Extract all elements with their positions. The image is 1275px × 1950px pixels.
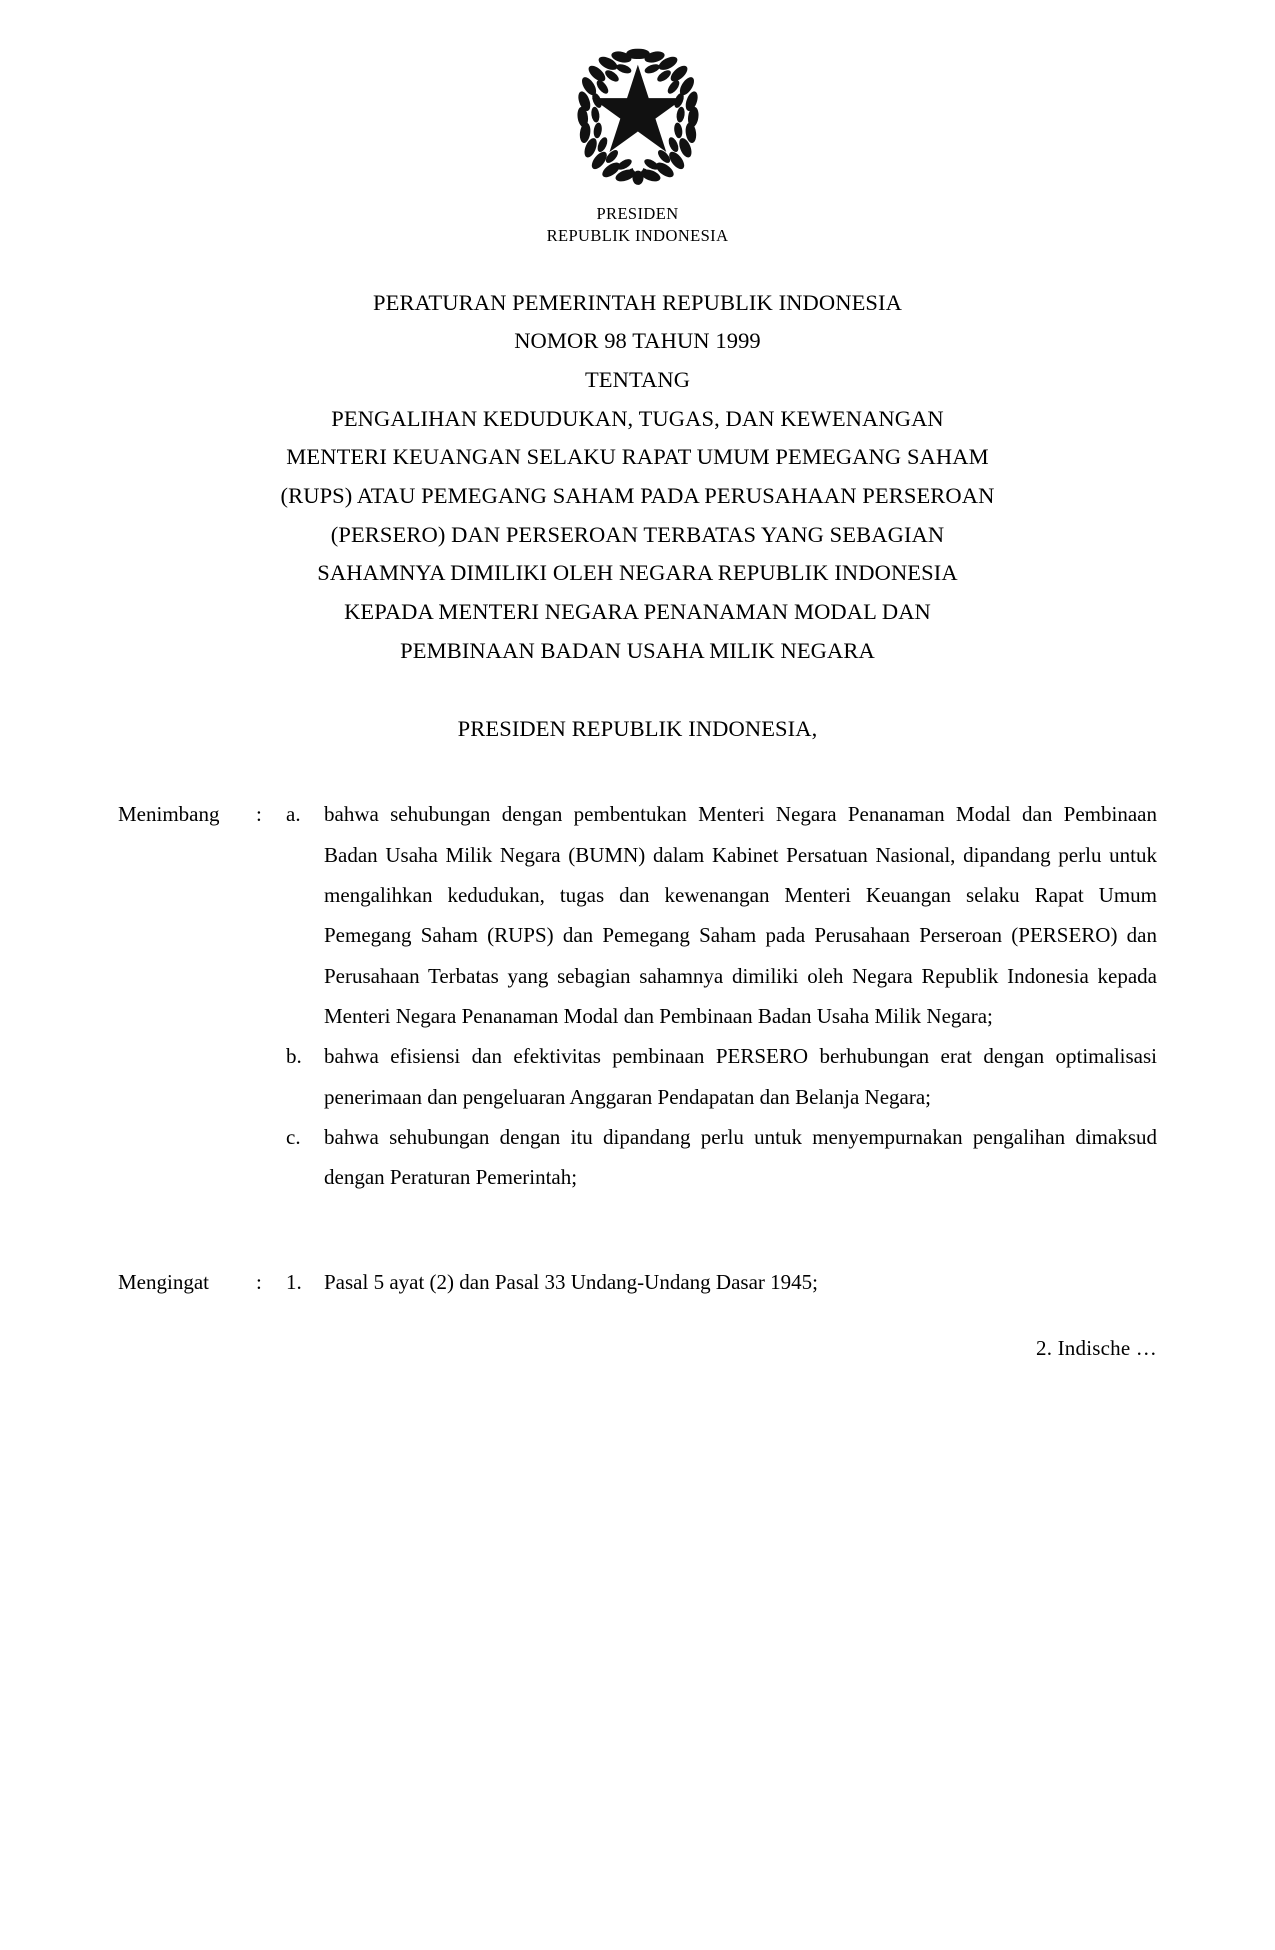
institution-line-2: REPUBLIK INDONESIA (546, 226, 729, 246)
document-title (0, 284, 1275, 671)
title-line-6: (RUPS) ATAU PEMEGANG SAHAM PADA PERUSAHAAN PERSEROAN (280, 482, 995, 508)
mengingat-section (118, 1262, 1157, 1302)
title-line-2: NOMOR 98 TAHUN 1999 (514, 328, 761, 354)
emblem-block (0, 0, 1275, 197)
mengingat-label: Mengingat (118, 1269, 209, 1294)
title-line-5: MENTERI KEUANGAN SELAKU RAPAT UMUM PEMEGANG SAHAM (286, 444, 989, 470)
title-line-7: (PERSERO) DAN PERSEROAN TERBATAS YANG SEBAGIAN (330, 521, 945, 547)
title-line-3: TENTANG (584, 366, 691, 392)
menimbang-text-b: bahwa efisiensi dan efektivitas pembinaan PERSERO berhubungan erat dengan optimalisasi penerimaan dan pengeluaran Anggaran Pendapatan dan Belanja Negara; (324, 1044, 1157, 1109)
menimbang-colon: : (256, 802, 262, 827)
menimbang-marker-a: a. (286, 802, 301, 827)
menimbang-marker-c: c. (286, 1124, 301, 1149)
continuation-note: 2. Indische … (1036, 1335, 1157, 1360)
menimbang-text-c: bahwa sehubungan dengan itu dipandang perlu untuk menyempurnakan pengalihan dimaksud dengan Peraturan Pemerintah; (324, 1124, 1157, 1190)
document-body (0, 794, 1275, 1301)
presiden-republik-indonesia-heading: PRESIDEN REPUBLIK INDONESIA, (457, 716, 818, 742)
menimbang-item-a (118, 794, 1157, 1036)
institution-caption (0, 203, 1275, 248)
menimbang-item-b (118, 1036, 1157, 1117)
menimbang-text-a: bahwa sehubungan dengan pembentukan Menteri Negara Penanaman Modal dan Pembinaan Badan Usaha Milik Negara (BUMN) dalam Kabinet Persatuan Nasional, dipandang perlu untuk mengalihkan kedudukan, tugas dan kewenangan Menteri Keuangan selaku Rapat Umum Pemegang Saham (RUPS) dan Pemegang Saham pada Perusahaan Perseroan (PERSERO) dan Perusahaan Terbatas yang sebagian sahamnya dimiliki oleh Negara Republik Indonesia kepada Menteri Negara Penanaman Modal dan Pembinaan Badan Usaha Milik Negara; (324, 802, 1157, 1028)
mengingat-colon: : (256, 1269, 262, 1294)
menimbang-label: Menimbang (118, 802, 220, 827)
mengingat-item-1 (118, 1262, 1157, 1302)
institution-line-1: PRESIDEN (596, 204, 679, 223)
mengingat-marker-1: 1. (286, 1269, 302, 1294)
menimbang-marker-b: b. (286, 1044, 302, 1069)
presidential-seal-star-wreath-icon (558, 42, 718, 192)
title-line-1: PERATURAN PEMERINTAH REPUBLIK INDONESIA (373, 289, 902, 315)
mengingat-text-1: Pasal 5 ayat (2) dan Pasal 33 Undang-Undang Dasar 1945; (324, 1269, 818, 1294)
menimbang-item-c (118, 1117, 1157, 1198)
title-line-8: SAHAMNYA DIMILIKI OLEH NEGARA REPUBLIK INDONESIA (317, 560, 958, 586)
title-line-10: PEMBINAAN BADAN USAHA MILIK NEGARA (400, 637, 875, 663)
title-line-9: KEPADA MENTERI NEGARA PENANAMAN MODAL DAN (344, 599, 931, 625)
title-line-4: PENGALIHAN KEDUDUKAN, TUGAS, DAN KEWENANGAN (331, 405, 944, 431)
